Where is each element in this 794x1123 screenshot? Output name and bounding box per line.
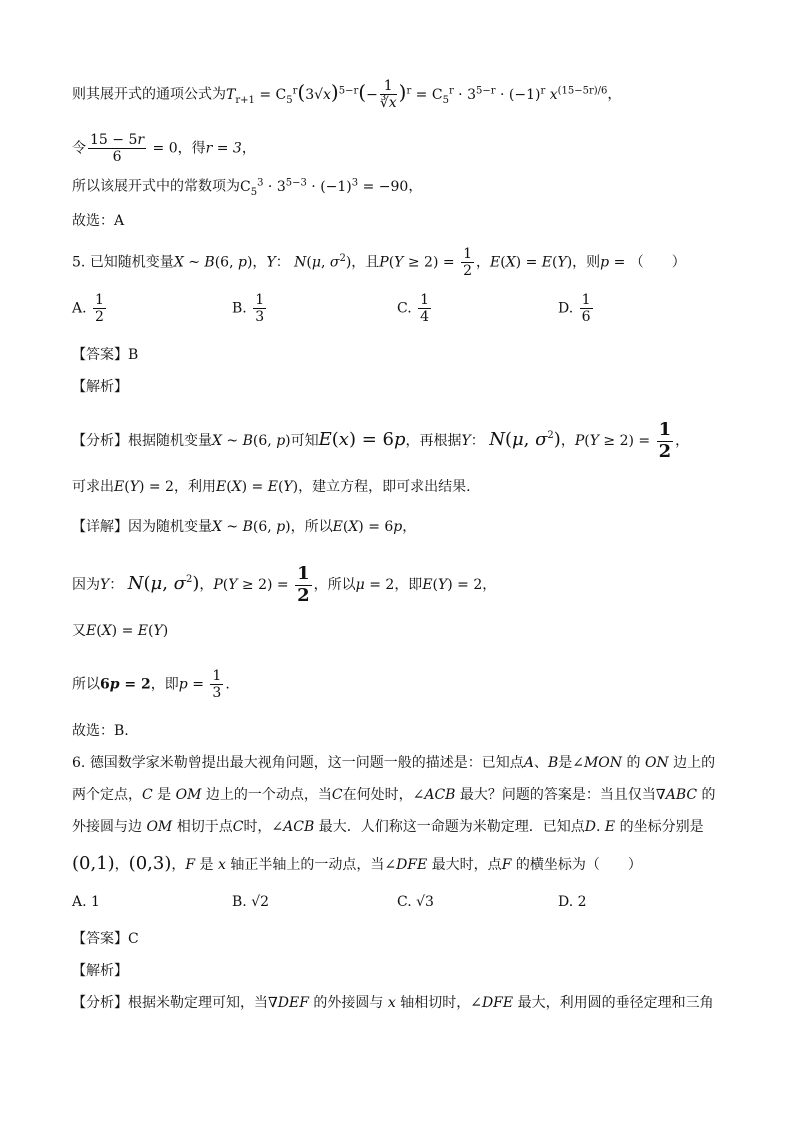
set-r-line: 令 $\frac{15 - 5r}{6}$ = 0，得r = 3， xyxy=(72,132,256,166)
constant-line: 所以该展开式中的常数项为$C_5^3 \cdot 3^{5-3} \cdot (-1)^3 = -90$， xyxy=(72,177,423,198)
pick-a: 故选：A xyxy=(72,213,125,229)
q5-option-c: C. $\frac{1}{4}$ xyxy=(397,292,430,326)
q6-line4: (0,1)，(0,3)，F 是 x 轴正半轴上的一动点，当∠DFE 最大时，点F 的横坐标为（ ） xyxy=(72,853,642,874)
expansion-line: 则其展开式的通项公式为$T_{r+1} = C_5^r(3√x)^{5-r}(-$ $\frac{1}{∛x}$ )$^r = C_5^r \cdot 3^{5-r} \cdot (-1)^r$ $x^{(15-5r)/6}$， xyxy=(72,78,622,112)
q6-option-c: C. √3 xyxy=(397,894,434,910)
expansion-formula: $T_{r+1} = C_5^r(3√x)^{5-r}(-$ $\frac{1}{∛x}$ )$^r = C_5^r \cdot 3^{5-r} \cdot (-1)^r$ $x^{(15-5r)/6}$ xyxy=(226,78,608,112)
detail-5-line3: 又E(X) = E(Y) xyxy=(72,623,169,639)
answer-5: 【答案】B xyxy=(72,347,139,363)
expansion-lead: 则其展开式的通项公式为 xyxy=(72,86,226,103)
pick-b: 故选：B. xyxy=(72,723,129,739)
set-r-fraction: $\frac{15 - 5r}{6}$ xyxy=(90,132,145,166)
q6-option-d: D. 2 xyxy=(558,894,587,910)
q5-stem: 5. 已知随机变量X ~ B(6, p)，Y： N(μ, $\sigma^2$)，且P(Y ≥ 2) = $\frac{1}{2}$ ，E(X) = E(Y)，则p = （ ） xyxy=(72,246,686,280)
analysis-header-5: 【解析】 xyxy=(72,379,128,395)
q6-line1: 6. 德国数学家米勒曾提出最大视角问题，这一问题一般的描述是：已知点A、B是∠MON 的 ON 边上的 xyxy=(72,755,716,771)
q5-option-b: B. $\frac{1}{3}$ xyxy=(232,292,265,326)
q6-option-b: B. √2 xyxy=(232,894,270,910)
detail-5-line4: 所以6p = 2，即p = $\frac{1}{3}$ . xyxy=(72,668,230,702)
set-r-result: r = 3 xyxy=(205,140,242,157)
analysis-header-6: 【解析】 xyxy=(72,963,128,979)
analysis-6-line1: 【分析】根据米勒定理可知，当∇DEF 的外接圆与 x 轴相切时，∠DFE 最大，利用圆的垂径定理和三角 xyxy=(72,995,714,1011)
analysis-5-line1: 【分析】根据随机变量X ~ B(6, p)可知E(x) = 6p，再根据Y： N(μ, $\sigma^2$)，P(Y ≥ 2) = $\frac{1}{2}$ ， xyxy=(72,419,690,462)
q6-option-a: A. 1 xyxy=(72,894,100,910)
q5-option-d: D. $\frac{1}{6}$ xyxy=(558,292,591,326)
q6-line2: 两个定点，C 是 OM 边上的一个动点，当C在何处时，∠ACB 最大？问题的答案是：当且仅当∇ABC 的 xyxy=(72,787,716,803)
constant-expr: $C_5^3 \cdot 3^{5-3} \cdot (-1)^3 = -90$ xyxy=(240,177,409,198)
q6-line3: 外接圆与边 OM 相切于点C时，∠ACB 最大．人们称这一命题为米勒定理．已知点D. E 的坐标分别是 xyxy=(72,819,704,835)
q5-option-a: A. $\frac{1}{2}$ xyxy=(72,292,104,326)
detail-5-line2: 因为Y： N(μ, $\sigma^2$)，P(Y ≥ 2) = $\frac{1}{2}$ ，所以μ = 2，即E(Y) = 2， xyxy=(72,563,497,606)
answer-6: 【答案】C xyxy=(72,931,139,947)
detail-5-line1: 【详解】因为随机变量X ~ B(6, p)，所以E(X) = 6p， xyxy=(72,519,417,535)
analysis-5-line2: 可求出E(Y) = 2，利用E(X) = E(Y)，建立方程，即可求出结果. xyxy=(72,479,471,495)
